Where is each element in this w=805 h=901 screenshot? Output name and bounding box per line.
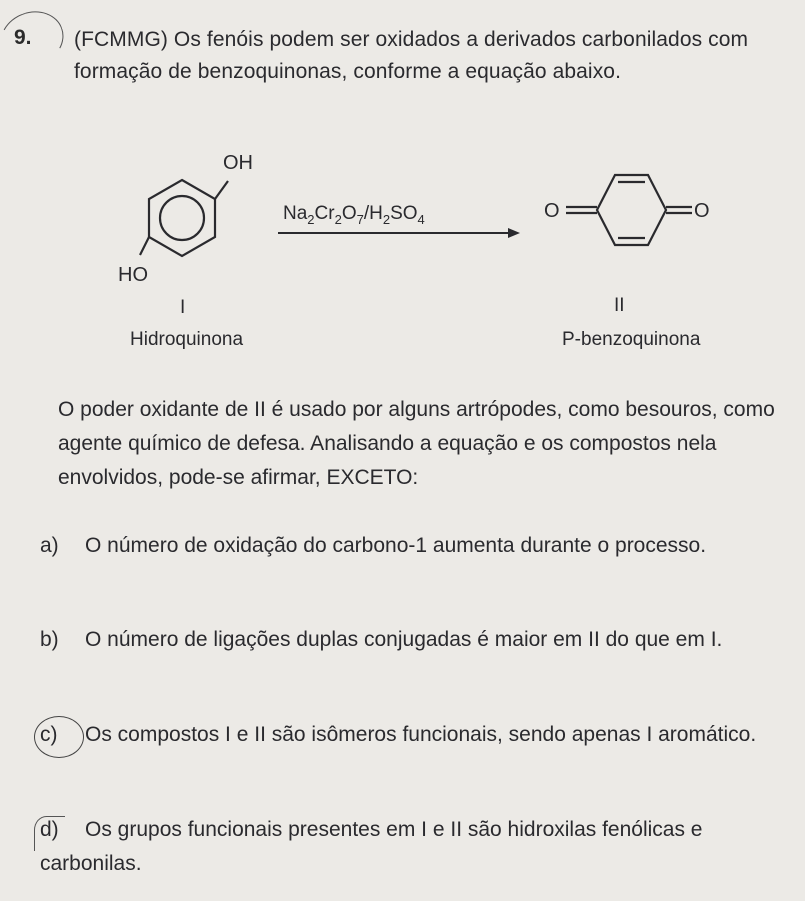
hydroxyl-top-label: OH xyxy=(223,152,253,174)
oxygen-right-label: O xyxy=(694,200,710,222)
option-b[interactable] xyxy=(40,623,785,657)
hydroquinona-name: Hidroquinona xyxy=(130,329,244,350)
reaction-scheme xyxy=(100,135,740,360)
oh-bond-bottom xyxy=(140,237,149,255)
option-a[interactable] xyxy=(40,529,785,563)
question-title: (FCMMG) Os fenóis podem ser oxidados a derivados carbonilados com formação de benzoquinonas, conforme a equação abaixo. xyxy=(74,28,749,83)
quinone-ring xyxy=(597,175,666,245)
compound-ii-label: II xyxy=(614,295,625,316)
benzoquinone-structure xyxy=(566,175,692,245)
benzene-ring xyxy=(149,180,215,256)
oxygen-left-label: O xyxy=(544,200,560,222)
option-a-text: O número de oxidação do carbono-1 aumenta durante o processo. xyxy=(85,534,707,557)
option-c[interactable] xyxy=(40,718,785,752)
oh-bond-top xyxy=(215,181,228,199)
reagent-label: $Na_2Cr_2O_7/H_2SO_4$ xyxy=(283,203,425,227)
option-d-text: Os grupos funcionais presentes em I e II são hidroxilas fenólicas e carbonilas. xyxy=(40,818,703,875)
context-paragraph: O poder oxidante de II é usado por alguns artrópodes, como besouros, como agente químico de defesa. Analisando a equação e os compostos nela envolvidos, pode-se afirmar, EXCETO: xyxy=(58,398,775,489)
option-b-text: O número de ligações duplas conjugadas é maior em II do que em I. xyxy=(85,628,723,651)
option-a-letter: a) xyxy=(40,534,59,557)
option-d-letter: d) xyxy=(40,818,59,841)
hydroxyl-bottom-label: HO xyxy=(118,264,148,286)
question-number: 9. xyxy=(14,26,32,49)
hydroquinone-structure xyxy=(140,180,228,256)
compound-i-label: I xyxy=(180,297,186,318)
handwritten-circle-mark xyxy=(0,3,71,76)
option-b-letter: b) xyxy=(40,628,59,651)
aromatic-circle xyxy=(160,196,204,240)
benzoquinona-name: P-benzoquinona xyxy=(562,329,701,350)
option-c-text: Os compostos I e II são isômeros funcionais, sendo apenas I aromático. xyxy=(85,723,757,746)
option-c-letter: c) xyxy=(40,723,58,746)
option-d[interactable] xyxy=(40,813,785,881)
reaction-arrow xyxy=(278,228,520,238)
